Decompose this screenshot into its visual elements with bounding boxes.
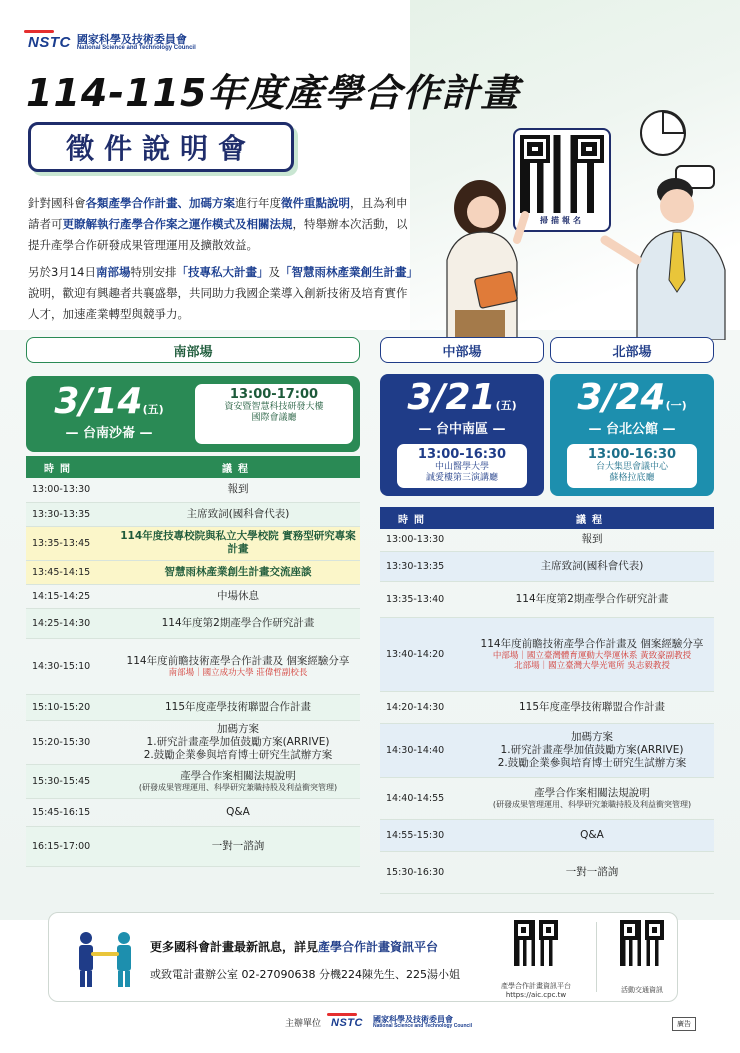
south-time-cell: 15:20-15:30 (26, 720, 116, 764)
south-time-box (194, 383, 354, 445)
south-location-1: 資安暨智慧科技研發大樓 (224, 402, 324, 412)
central-time: 13:00-16:30 (417, 447, 507, 462)
organizer-logo-mark: NSTC (331, 1016, 363, 1029)
central-row (380, 529, 714, 551)
south-agenda-title: Q&A (226, 805, 250, 818)
south-time-cell: 13:30-13:35 (26, 502, 116, 526)
south-schedule-table (26, 456, 360, 867)
south-time-cell: 14:30-15:10 (26, 638, 116, 694)
south-time-cell: 13:00-13:30 (26, 478, 116, 502)
platform-link[interactable]: 產學合作計畫資訊平台 (318, 940, 439, 954)
platform-qr-code[interactable] (514, 920, 558, 966)
qr-caption: 掃描報名 (540, 216, 584, 225)
intro-text (28, 193, 418, 325)
south-time-cell: 15:10-15:20 (26, 694, 116, 720)
south-row (26, 502, 360, 526)
south-agenda-cell (116, 720, 360, 764)
central-agenda-title: 114年度第2期產學合作研究計畫 (515, 592, 669, 605)
south-row (26, 694, 360, 720)
footer-divider (596, 922, 597, 992)
central-time-cell: 14:40-14:55 (380, 777, 470, 819)
central-date: 3/21 (407, 377, 496, 418)
central-agenda-title: 一對一諮詢 (565, 865, 619, 878)
south-time-cell: 13:35-13:45 (26, 526, 116, 560)
central-agenda-cell (470, 617, 714, 691)
intro-paragraph-1: 針對國科會各類產學合作計畫、加碼方案進行年度徵件重點說明，且為利申請者可更瞭解執行產學合作案之運作模式及相關法規，特舉辦本次活動，以提升產學合作研發成果管理運用及擴散效益。 (28, 196, 408, 252)
venue-label-central: 中部場 (380, 337, 544, 363)
central-agenda-cell (470, 581, 714, 617)
central-agenda-cell (470, 691, 714, 723)
south-agenda-cell (116, 502, 360, 526)
central-agenda-title: 114年度前瞻技術產學合作計畫及 個案經驗分享 (480, 637, 704, 650)
woman-figure-icon (447, 180, 525, 340)
central-row (380, 617, 714, 691)
south-agenda-cell (116, 764, 360, 798)
man-figure-icon (605, 178, 725, 340)
central-agenda-title: 115年度產學技術聯盟合作計畫 (518, 700, 666, 713)
south-agenda-cell (116, 526, 360, 560)
south-weekday: (五) (142, 403, 164, 416)
south-time-cell: 13:45-14:15 (26, 560, 116, 584)
south-agenda-title: 主席致詞(國科會代表) (186, 507, 290, 520)
central-agenda-title: 加碼方案 (571, 730, 613, 743)
central-row (380, 551, 714, 581)
central-weekday: (五) (495, 399, 517, 412)
south-row (26, 478, 360, 502)
central-agenda-cell (470, 777, 714, 819)
page-title: 114-115年度產學合作計畫 (26, 71, 520, 115)
presenters-illustration (425, 170, 735, 340)
south-agenda-title: 114年度前瞻技術產學合作計畫及 個案經驗分享 (126, 654, 350, 667)
central-time-cell: 13:00-13:30 (380, 529, 470, 551)
south-time-cell: 14:25-14:30 (26, 608, 116, 638)
south-row (26, 560, 360, 584)
south-time: 13:00-17:00 (229, 387, 319, 402)
intro-paragraph-2: 另於3月14日南部場特別安排「技專私大計畫」及「智慧雨林產業創生計畫」說明，歡迎有興趣者共襄盛舉，共同助力我國企業導入創新技術及培育實作人才，加速產業轉型與競爭力。 (28, 265, 418, 321)
south-row (26, 720, 360, 764)
central-row (380, 723, 714, 777)
south-header-time: 時間 (26, 456, 116, 478)
south-agenda-cell (116, 798, 360, 826)
north-time: 13:00-16:30 (587, 447, 677, 462)
north-date: 3/24 (577, 377, 666, 418)
organizer-name-zh: 國家科學及技術委員會 (372, 1015, 453, 1024)
organizer-name-en: National Science and Technology Council (372, 1023, 473, 1029)
central-agenda-title: 主席致詞(國科會代表) (540, 559, 644, 572)
south-agenda-title: 一對一諮詢 (211, 839, 265, 852)
central-north-schedule-table (380, 507, 714, 894)
footer-contact: 或致電計畫辦公室 02-27090638 分機224陳先生、225湯小姐 (150, 968, 460, 981)
footer-info-box (48, 912, 678, 1002)
nstc-logo-mark: NSTC (28, 34, 71, 51)
south-agenda-cell (116, 560, 360, 584)
south-agenda-cell (116, 826, 360, 866)
transport-qr-code[interactable] (620, 920, 664, 966)
south-agenda-title: 115年度產學技術聯盟合作計畫 (164, 700, 312, 713)
south-row (26, 584, 360, 608)
south-agenda-title: 114年度第2期產學合作研究計畫 (161, 616, 315, 629)
central-header-agenda: 議程 (470, 507, 714, 529)
central-time-cell: 14:30-14:40 (380, 723, 470, 777)
south-agenda-title: 加碼方案 (217, 722, 259, 735)
north-location-2: 蘇格拉底廳 (609, 473, 655, 483)
south-agenda-detail: (研發成果管理運用、科學研究兼職持股及利益衝突管理) (138, 782, 338, 792)
north-time-box (566, 443, 698, 489)
south-agenda-title: 114年度技專校院與私立大學校院 實務型研究專案計畫 (120, 530, 356, 555)
central-row (380, 851, 714, 893)
central-time-cell: 13:40-14:20 (380, 617, 470, 691)
venue-label-south: 南部場 (26, 337, 360, 363)
central-row (380, 581, 714, 617)
footer-info-line: 更多國科會計畫最新訊息，詳見產學合作計畫資訊平台 (150, 940, 439, 954)
venue-label-north: 北部場 (550, 337, 714, 363)
south-agenda-cell (116, 638, 360, 694)
north-location-1: 台大集思會議中心 (595, 462, 668, 472)
south-agenda-cell (116, 608, 360, 638)
north-weekday: (一) (665, 399, 687, 412)
south-agenda-cell (116, 694, 360, 720)
central-agenda-detail: (研發成果管理運用、科學研究兼職持股及利益衝突管理) (492, 799, 692, 809)
central-location-1: 中山醫學大學 (434, 462, 489, 472)
central-agenda-subitem: 1.研究計畫產學加值鼓勵方案(ARRIVE) (500, 743, 684, 756)
south-agenda-title: 報到 (227, 483, 249, 496)
south-agenda-cell (116, 478, 360, 502)
pie-chart-icon (640, 110, 686, 156)
organizer-row (285, 1016, 472, 1029)
central-place: — 台中南區 — (418, 422, 506, 437)
central-agenda-cell (470, 819, 714, 851)
south-speaker-note: 南部場｜國立成功大學 莊偉哲副校長 (168, 667, 308, 678)
central-row (380, 691, 714, 723)
platform-qr-caption: 產學合作計畫資訊平台 https://aic.cpc.tw (501, 982, 571, 999)
south-row (26, 638, 360, 694)
central-time-cell: 15:30-16:30 (380, 851, 470, 893)
central-agenda-title: Q&A (580, 828, 604, 841)
south-time-cell: 14:15-14:25 (26, 584, 116, 608)
central-row (380, 777, 714, 819)
south-row (26, 798, 360, 826)
south-agenda-title: 智慧雨林產業創生計畫交流座談 (164, 565, 312, 578)
central-time-cell: 13:30-13:35 (380, 551, 470, 581)
south-date: 3/14 (54, 381, 143, 422)
south-time-cell: 15:30-15:45 (26, 764, 116, 798)
central-time-cell: 13:35-13:40 (380, 581, 470, 617)
south-row (26, 526, 360, 560)
central-location-2: 誠愛樓第三演講廳 (425, 473, 498, 483)
central-agenda-cell (470, 723, 714, 777)
south-row (26, 764, 360, 798)
south-agenda-title: 產學合作案相關法規說明 (180, 769, 296, 782)
south-agenda-subitem: 2.鼓勵企業參與培育博士研究生試辦方案 (143, 748, 333, 761)
south-row (26, 608, 360, 638)
south-time-cell: 16:15-17:00 (26, 826, 116, 866)
central-agenda-subitem: 2.鼓勵企業參與培育博士研究生試辦方案 (497, 756, 687, 769)
ad-stamp: 廣告 (672, 1017, 696, 1031)
central-header-time: 時間 (380, 507, 470, 529)
central-agenda-title: 產學合作案相關法規說明 (534, 786, 650, 799)
central-time-cell: 14:20-14:30 (380, 691, 470, 723)
central-time-box (396, 443, 528, 489)
organizer-label: 主辦單位 (285, 1019, 322, 1029)
handshake-people-icon (70, 928, 140, 988)
south-agenda-subitem: 1.研究計畫產學加值鼓勵方案(ARRIVE) (146, 735, 330, 748)
central-agenda-cell (470, 529, 714, 551)
central-agenda-cell (470, 551, 714, 581)
south-agenda-cell (116, 584, 360, 608)
south-time-cell: 15:45-16:15 (26, 798, 116, 826)
south-row (26, 826, 360, 866)
page-subtitle: 徵件說明會 (28, 122, 294, 172)
central-agenda-cell (470, 851, 714, 893)
south-header-agenda: 議程 (116, 456, 360, 478)
central-time-cell: 14:55-15:30 (380, 819, 470, 851)
south-agenda-title: 中場休息 (217, 589, 259, 602)
central-agenda-title: 報到 (581, 533, 603, 546)
south-place: — 台南沙崙 — (65, 426, 153, 441)
org-name-zh: 國家科學及技術委員會 (76, 33, 187, 46)
central-speaker-note: 北部場｜國立臺灣大學光電所 吳志毅教授 (514, 660, 670, 671)
south-location-2: 國際會議廳 (251, 413, 297, 423)
org-name-en: National Science and Technology Council (76, 45, 196, 51)
transport-qr-caption: 活動交通資訊 (621, 986, 663, 994)
north-place: — 台北公館 — (588, 422, 676, 437)
central-row (380, 819, 714, 851)
org-logo (28, 34, 196, 51)
central-speaker-note: 中部場｜國立臺灣體育運動大學運休系 黃致豪副教授 (492, 650, 692, 661)
